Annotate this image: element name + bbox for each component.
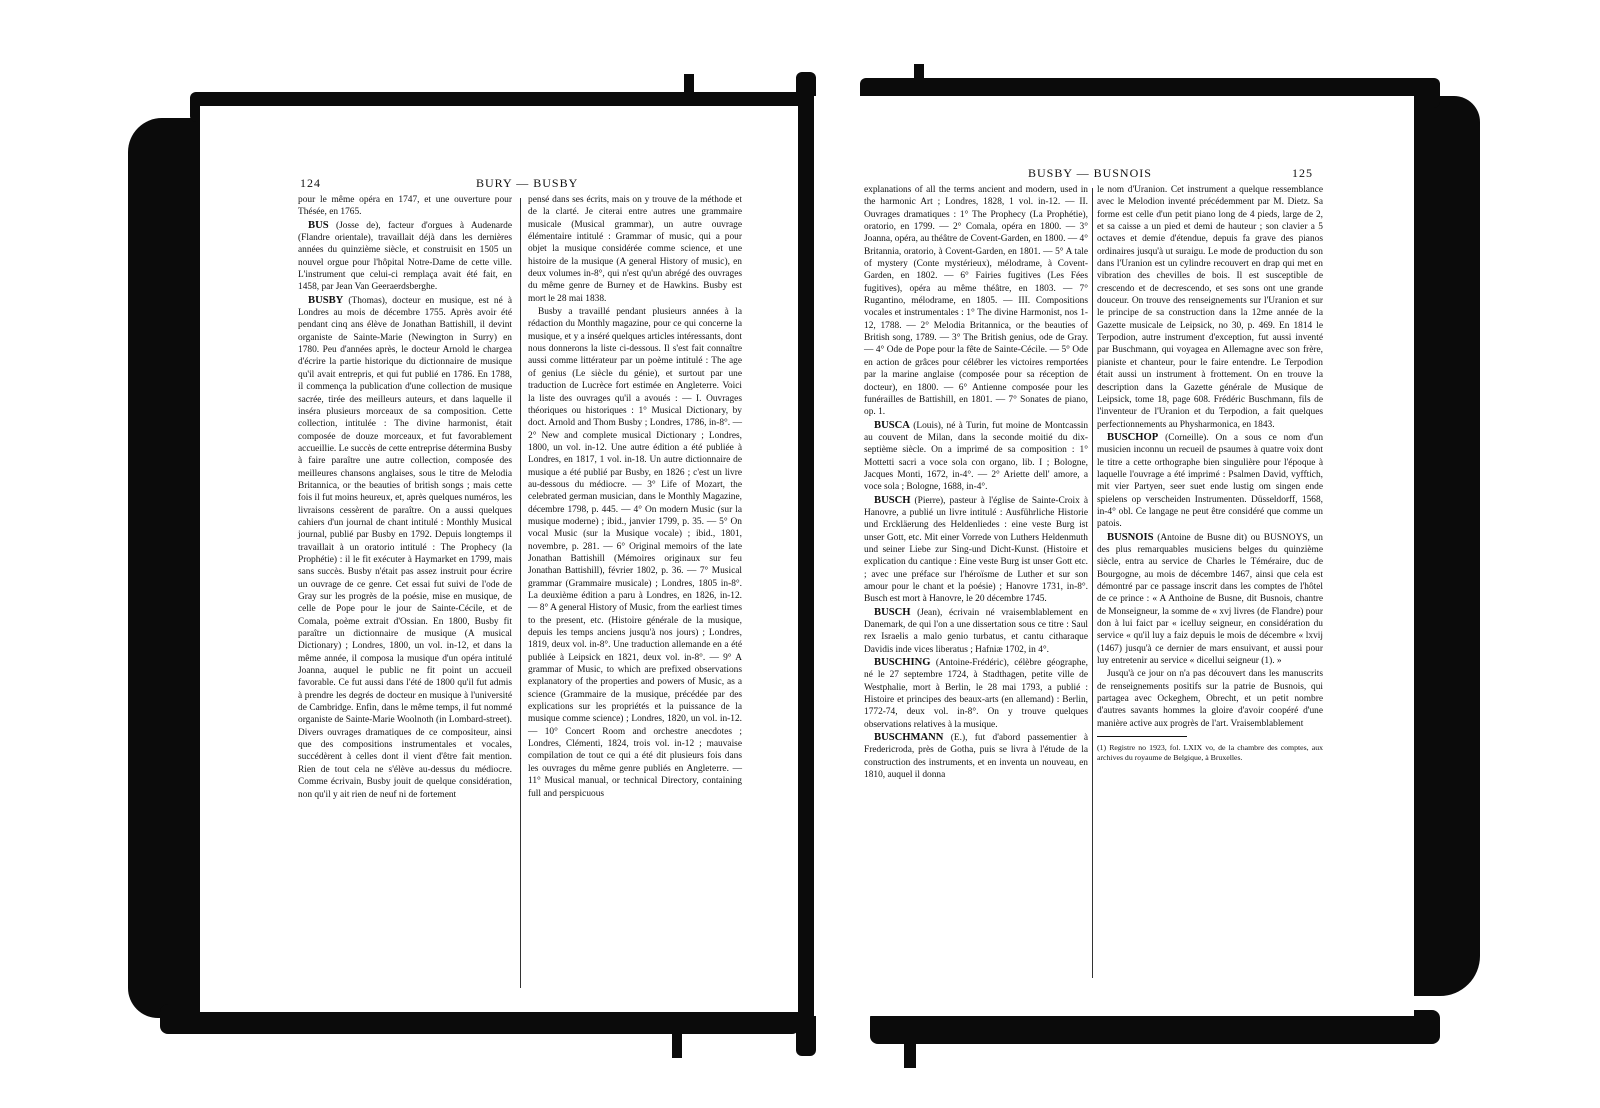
text-column-left [864,184,1088,783]
entry-paragraph [528,306,742,800]
entry-headword: BUSCH [874,606,911,618]
entry-paragraph [864,184,1088,419]
dictionary-entry [864,657,1088,731]
dictionary-entry [298,220,512,294]
entry-text: (E.), fut d'abord passementier à Fredericroda, près de Gotha, puis se livra à l'étude de la construction des instruments, et en inventa un nouveau, en 1810, auquel il donna [864,733,1088,781]
page-tab [904,1040,916,1068]
running-head: BUSBY — BUSNOIS [1028,166,1152,180]
dictionary-entry [864,420,1088,494]
entry-text: pensé dans ses écrits, mais on y trouve de la méthode et de la clarté. Je citerai entre autres une grammaire musicale (Musical grammar), un autre ouvrage élémentaire intitulé : Grammar of music, qui a pour objet la musique considérée comme science, et une histoire de la musique (A general History of music), en deux volumes in-8°, qui n'est qu'un abrégé des ouvrages du même genre de Burney et de Hawkins. Busby est mort le 28 mai 1838. [528,195,742,304]
entry-headword: BUSCHING [874,657,931,669]
entry-text: pour le même opéra en 1747, et une ouverture pour Thésée, en 1765. [298,195,512,218]
entry-headword: BUSCHOP [1107,431,1159,443]
entry-text: Jusqu'à ce jour on n'a pas découvert dans les manuscrits de renseignements positifs sur la patrie de Busnois, qui partagea avec Ockeghem, Obrecht, et un petit nombre d'autres savants hommes la gloire d'avoir coopéré d'une manière active aux progrès de l'art. Vraisemblablement [1097,669,1323,729]
page-number: 124 [300,176,321,190]
text-column-right [1097,184,1323,763]
entry-headword: BUSNOIS [1107,531,1154,543]
column-rule [520,198,521,988]
entry-headword: BUSCHMANN [874,732,944,744]
page-tab [672,1030,682,1058]
right-page [814,96,1414,1016]
entry-text: explanations of all the terms ancient and modern, used in the harmonic Art ; Londres, 1828, 1 vol. in-12. — II. Ouvrages dramatiques : 1° The Prophecy (La Prophétie), oratorio, en 1799. — 2° Comala, opéra en 1800. — 3° Joanna, opéra, au théâtre de Covent-Garden, en 1800. — 4° Britannia, oratorio, à Covent-Garden, en 1801. — 5° A tale of mystery (Conte mystérieux), mélodrame, à Covent-Garden, en 1802. — 6° Fairies fugitives (Les Fées fugitives), opéra au même théâtre, en 1803. — 7° Rugantino, mélodrame, en 1805. — III. Compositions vocales et instrumentales : 1° The divine Harmonist, nos 1-12, 1788. — 2° Melodia Britannica, or the beauties of British song, 1789. — 3° The British genius, ode de Gray. — 4° Ode de Pope pour la fête de Sainte-Cécile. — 5° Ode en action de grâces pour célébrer les victoires remportées par la marine anglaise (composée pour sa réception de docteur), en 1800. — 6° Antienne composée pour les funérailles de Battishill, en 1801. — 7° Sonates de piano, op. 1. [864,185,1088,418]
entry-paragraph [1097,668,1323,730]
entry-paragraph [1097,184,1323,431]
left-page [200,106,798,1012]
footnote: (1) Registre no 1923, fol. LXIX vo, de la chambre des comptes, aux archives du royaume de Belgique, à Bruxelles. [1097,743,1323,763]
page-number: 125 [1292,166,1313,180]
dictionary-entry [864,607,1088,656]
text-column-right [528,194,742,801]
text-column-left [298,194,512,802]
dictionary-entry [864,495,1088,606]
dictionary-entry [298,295,512,801]
entry-paragraph [528,194,742,305]
entry-text: le nom d'Uranion. Cet instrument a quelque ressemblance avec le Melodion inventé précédemment par M. Dietz. Sa forme est celle d'un petit piano long de 4 pieds, large de 2, et sa caisse a un pied et demi de hauteur ; son clavier a 5 octaves et demie d'étendue, depuis fa grave des pianos ordinaires jusqu'à ut suraigu. Le mode de production du son dans l'Uranion est un cylindre recouvert en drap qui met en vibration des chevilles de bois. Il est susceptible de crescendo et de decrescendo, et ses sons ont une grande douceur. On trouve des renseignements sur l'Uranion et sur le principe de sa construction dans la 12me année de la Gazette musicale de Leipsick, no 30, p. 469. En 1814 le Terpodion, autre instrument d'exception, fut aussi inventé par Buschmann, qui voyagea en Allemagne avec son frère, pianiste et chanteur, pour le faire entendre. Le Terpodion était aussi un instrument à frottement. On en trouve la description dans la Gazette générale de Musique de Leipsick, tome 18, page 608. Frédéric Buschmann, fils de l'inventeur de l'Uranion et du Terpodion, a fait quelques perfectionnements au Physharmonica, en 1843. [1097,185,1323,430]
entry-text: (Pierre), pasteur à l'église de Sainte-Croix à Hanovre, a publié un livre intitulé : Ausführliche Historie und Erckläerung des Heldenliedes : eine veste Burg ist unser Gott, etc. Mit einer Vorrede von Luthers Heldenmuth und seiner Liebe zur Sing-und Dicht-Kunst. (Histoire et explication du cantique : Eine veste Burg ist unser Gott etc. ; avec une préface sur l'héroïsme de Luther et sur son amour pour le chant et la poésie) ; Hanovre 1731, in-8°. Busch est mort à Hanovre, le 20 décembre 1745. [864,495,1088,605]
dictionary-entry [1097,432,1323,531]
dictionary-entry [864,732,1088,781]
footnote-rule [1097,736,1187,737]
entry-paragraph [298,194,512,219]
entry-headword: BUSBY [308,294,344,306]
entry-text: Busby a travaillé pendant plusieurs années à la rédaction du Monthly magazine, pour ce qui concerne la musique, et y a inséré quelques articles intéressants, dont nous donnerons la liste ci-dessous. Il s'est fait connaître aussi comme littérateur par un poème intitulé : The age of genius (Le siècle du génie), et surtout par une traduction de Lucrèce fort estimée en Angleterre. Voici la liste des ouvrages qu'il a avoués : — I. Ouvrages théoriques ou historiques : 1° Musical Dictionary, by doct. Arnold and Thom Busby ; Londres, 1786, in-8°. — 2° New and complete musical Dictionary ; Londres, 1800, un vol. in-12. Une autre édition a été publiée à Londres, en 1817, 1 vol. in-18. Un autre dictionnaire de musique a été publié par Busby, en 1826 ; c'est un livre au-dessous du médiocre. — 3° Life of Mozart, the celebrated german musician, dans le Monthly Magazine, décembre 1798, p. 445. — 4° On modern Music (sur la musique moderne) ; ibid., janvier 1799, p. 35. — 5° On vocal Music (sur la Musique vocale) ; ibid., 1801, novembre, p. 281. — 6° Original memoirs of the late Jonathan Battishill (Mémoires originaux sur feu Jonathan Battishill), février 1802, p. 36. — 7° Musical grammar (Grammaire musicale) ; Londres, 1805 in-8°. La deuxième édition a paru à Londres, en 1826, in-12. — 8° A general History of Music, from the earliest times to the present, etc. (Histoire générale de la musique, depuis les temps anciens jusqu'à nos jours) ; Londres, 1819, deux vol. in-8°. Une traduction allemande en a été publiée à Leipsick en 1821, deux vol. in-8°. — 9° A grammar of Music, to which are prefixed observations explanatory of the properties and powers of Music, as a science (Grammaire de la musique, précédée par des explications sur les propriétés et la puissance de la musique comme science) ; Londres, 1820, un vol. in-12. — 10° Concert Room and orchestre anecdotes ; Londres, Clémenti, 1824, trois vol. in-12 ; mauvaise compilation de tout ce qui a été dit plusieurs fois dans les ouvrages du même genre publiés en Angleterre. — 11° Musical manual, or technical Directory, containing full and perspicuous [528,307,743,799]
entry-text: (Jean), écrivain né vraisemblablement en Danemark, de qui l'on a une dissertation sous ce titre : Saul rex Israelis a malo genio turbatus, et cantu citharaque Davidis inde vices liberatus ; Hafniæ 1702, in 4°. [864,607,1088,655]
entry-text: (Louis), né à Turin, fut moine de Montcassin au couvent de Milan, dans la seconde moitié du dix-septième siècle. On a imprimé de sa composition : 1° Mottetti sacri a voce sola con organo, lib. I ; Bologne, Jacques Monti, 1672, in-4°. — 2° Ariette dell' amore, a voce sola ; Bologne, 1688, in-4°. [864,420,1089,493]
entry-text: (Corneille). On a sous ce nom d'un musicien inconnu un recueil de psaumes à quatre voix dont le titre a cette orthographe bien singulière pour l'époque à laquelle l'ouvrage a été imprimé : Psalmen David, vyfftich, mit vier Partyen, seer suet ende lustig om singen ende spielens op verscheiden Instrumenten. Düsseldorff, 1568, in-4° obl. Ce langage ne peut être considéré que comme un patois. [1097,432,1324,530]
column-rule [1092,188,1093,978]
entry-headword: BUS [308,219,329,231]
entry-text: (Thomas), docteur en musique, est né à Londres au mois de décembre 1755. Après avoir été pendant cinq ans élève de Jonathan Battishill, il devint organiste de Sainte-Marie (Newington in Surry) en 1780. Peu d'années après, le docteur Arnold le chargea d'écrire la partie historique du dictionnaire de musique qu'il avait entrepris, et qui fut publié en 1786. En 1788, il commença la publication d'une collection de musique sacrée, tirée des meilleurs auteurs, et dans laquelle il inséra plusieurs morceaux de sa composition. Cette collection, intitulée : The divine harmonist, était composée de douze morceaux, et fut favorablement accueillie. Le succès de cette entreprise détermina Busby à faire paraître une autre collection, composée des meilleures chansons anglaises, sous le titre de Melodia Britannica, or the beauties of british songs ; mais cette fois il fut moins heureux, et, après quelques numéros, les livraisons cessèrent de paraître. On a aussi quelques cahiers d'un journal de chant intitulé : Monthly Musical journal, publié par Busby en 1792. Depuis longtemps il travaillait à un oratorio intitulé : The Prophecy (la Prophétie) : il le fit exécuter à Haymarket en 1799, mais sans succès. Busby n'était pas assez instruit pour écrire un ouvrage de ce genre. Cet essai fut suivi de l'ode de Gray sur les progrès de la poésie, mise en musique, de celle de Pope pour le jour de Sainte-Cécile, et de Comala, poème extrait d'Ossian. En 1800, Busby fit paraître un dictionnaire de musique (A musical Dictionary) ; Londres, 1800, un vol. in-12, et dans la même année, il composa la musique d'un opéra intitulé Joanna, auquel le public ne fit point un accueil favorable. Ce fut aussi dans l'été de 1800 qu'il fut admis à prendre les degrés de docteur en musique à l'université de Cambridge. Enfin, dans le même temps, il fut nommé organiste de Sainte-Marie Woolnoth (in Lombard-street). Divers ouvrages dramatiques de ce compositeur, ainsi que des compositions instrumentales et vocales, succédèrent à celles dont il vient d'être fait mention. Rien de tout cela ne s'élève au-dessus du médiocre. Comme écrivain, Busby jouit de quelque considération, non qu'il y ait rien de neuf ni de fortement [298,295,512,800]
book-gutter [796,72,816,1056]
entry-text: (Josse de), facteur d'orgues à Audenarde (Flandre orientale), travaillait déjà dans les dernières années du quinzième siècle, et construisit en 1505 un nouvel orgue pour l'hôpital Notre-Dame de cette ville. L'instrument que celui-ci remplaça avait été fait, en 1458, par Jean Van Geeraerdsberghe. [298,220,513,293]
entry-text: (Antoine-Frédéric), célèbre géographe, né le 27 septembre 1724, à Stadthagen, petite ville de Westphalie, mort à Berlin, le 28 mai 1793, a publié : Histoire et principes des beaux-arts (en allemand) : Berlin, 1772-74, deux vol. in-8°. On y trouve quelques observations relatives à la musique. [864,658,1088,730]
dictionary-entry [1097,532,1323,668]
entry-headword: BUSCH [874,494,911,506]
scan-shadow-right [1410,96,1480,996]
entry-headword: BUSCA [874,419,910,431]
running-head: BURY — BUSBY [476,176,579,190]
entry-text: (Antoine de Busne dit) ou BUSNOYS, un des plus remarquables musiciens belges du quinzième siècle, entra au service de Charles le Téméraire, duc de Bourgogne, au mois de décembre 1467, ainsi que cela est démontré par ce passage inscrit dans les comptes de l'hôtel de ce prince : « A Anthoine de Busne, dit Busnois, chantre de Monseigneur, la somme de « xvj livres (de Flandre) pour don à lui faict par « icelluy seigneur, en considération du service « qu'il luy a faiz depuis le mois de décembre « lxvij (1467) jusqu'à ce dernier de mars ensuivant, et aussi pour luy entretenir au service « dicellui seigneur (1). » [1097,532,1323,667]
page-tab [684,74,694,102]
